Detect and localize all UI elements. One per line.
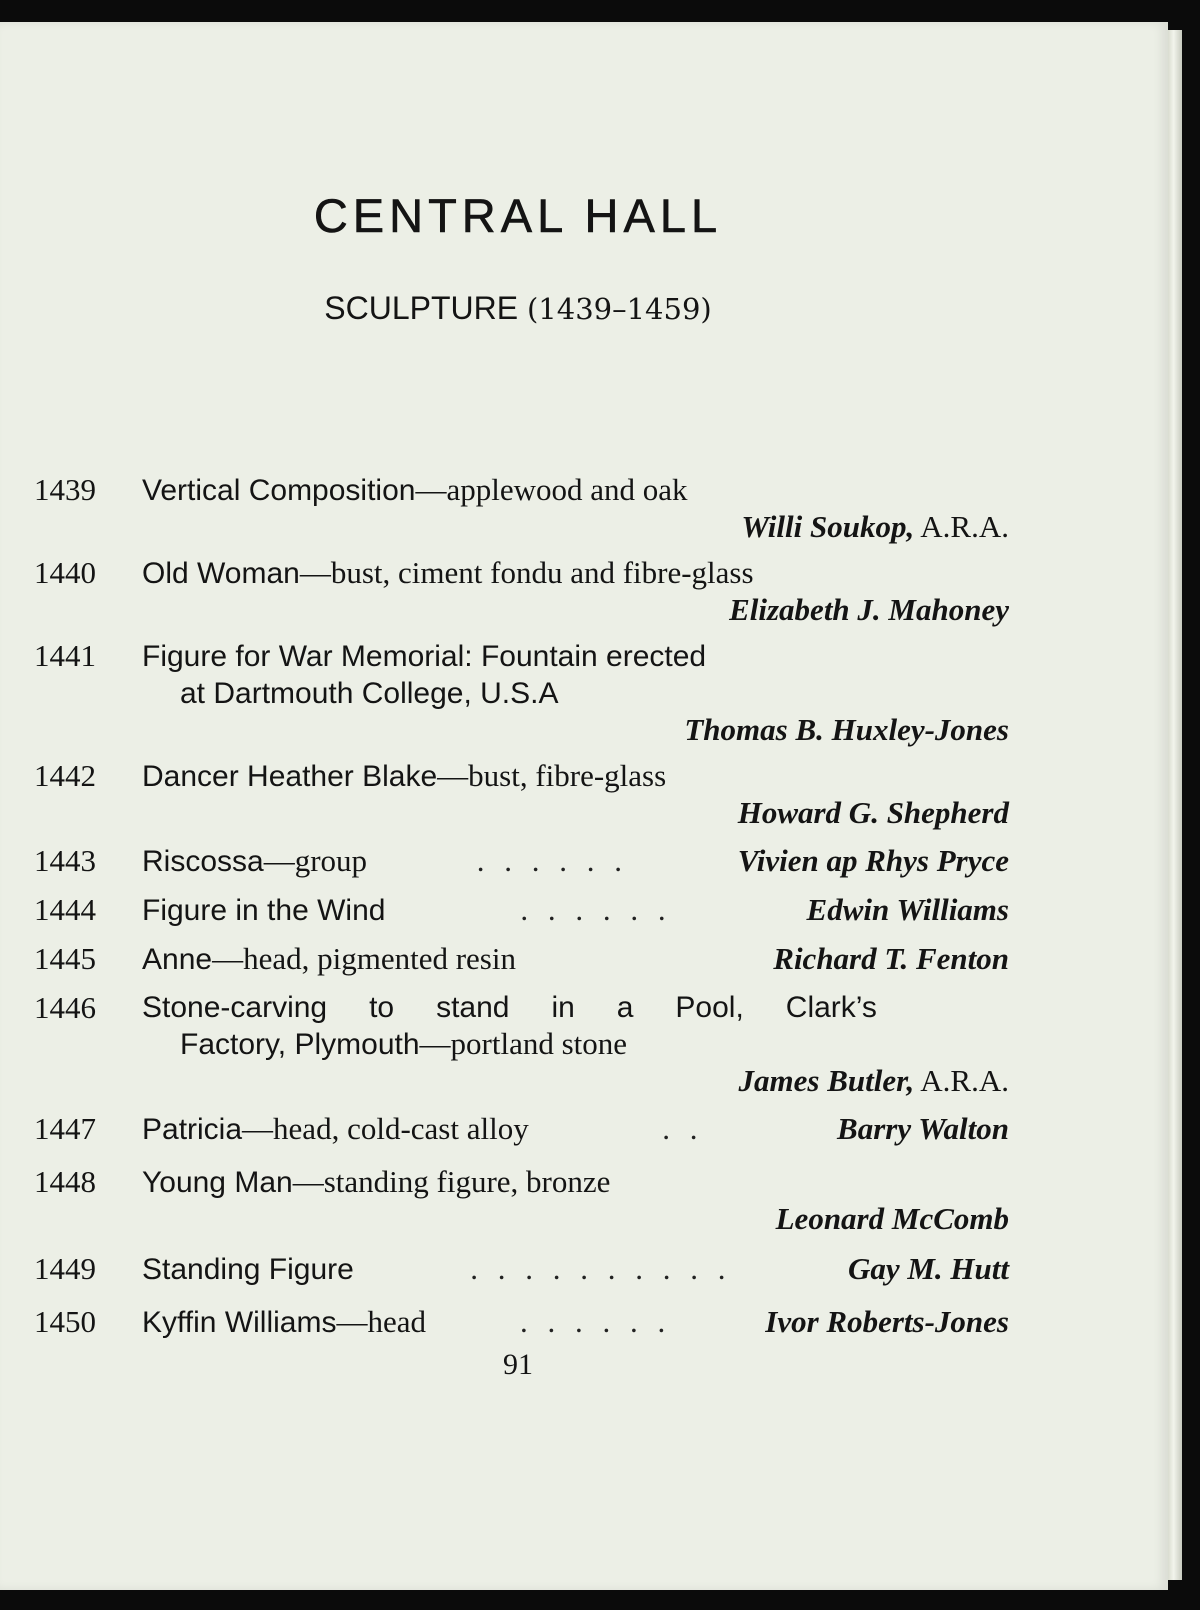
entry-artist: Willi Soukop, [741,509,915,544]
entry-title: Patricia [142,1113,243,1146]
title-word: Clark’s [785,991,877,1024]
catalogue-entry [34,990,1009,1099]
entry-detail: —portland stone [419,1026,628,1061]
entry-number: 1450 [34,1304,96,1339]
catalogue-entry [34,555,1009,628]
entry-artist: Elizabeth J. Mahoney [729,592,1009,627]
title-word: Stone-carving [142,991,328,1024]
entry-title: Anne [142,943,213,976]
leader-dots: . . . . . . [520,892,672,927]
section-range: (1439–1459) [526,292,712,326]
entry-title: Figure for War Memorial: Fountain erected [142,640,707,673]
title-word: stand [436,991,510,1024]
catalogue-entry [34,1304,1009,1341]
title-word: a [616,991,634,1024]
entry-number: 1445 [34,941,96,976]
entry-number: 1446 [34,990,96,1025]
entry-number: 1441 [34,638,96,673]
catalogue-entry [34,892,1009,929]
leader-dots: . . . . . . [476,843,629,878]
section-heading [0,290,1036,327]
entry-artist: Barry Walton [837,1111,1009,1146]
entry-title [142,990,877,1026]
entry-detail: —bust, fibre-glass [437,758,667,793]
entry-detail: —head, pigmented resin [212,941,516,976]
entry-number: 1443 [34,843,96,878]
entry-title-continued: Factory, Plymouth [180,1028,420,1061]
leader-dots: . . . . . . . . . . [470,1251,732,1286]
page-number: 91 [503,1348,533,1381]
entry-title: Figure in the Wind [142,894,386,927]
entry-artist: Richard T. Fenton [773,941,1009,976]
entry-number: 1442 [34,758,96,793]
catalogue-entry [34,1251,1009,1288]
entry-title: Dancer Heather Blake [142,760,438,793]
entry-number: 1440 [34,555,96,590]
entry-title: Old Woman [142,557,300,590]
title-word: to [369,991,395,1024]
leader-dots: . . . . . . [520,1304,672,1339]
catalogue-entry [34,1164,1009,1237]
entry-title: Vertical Composition [142,474,416,507]
entry-detail: —group [263,843,368,878]
entry-detail: —standing figure, bronze [292,1164,611,1199]
entry-number: 1444 [34,892,96,927]
title-word: in [551,991,575,1024]
entry-detail: —applewood and oak [415,472,688,507]
catalogue-entry [34,472,1009,545]
title-word: Pool, [675,991,744,1024]
catalogue-entry [34,941,1009,978]
entry-artist: James Butler, [738,1063,915,1098]
entry-detail: —head [336,1304,427,1339]
entry-artist: Ivor Roberts-Jones [765,1304,1009,1339]
entry-artist: Vivien ap Rhys Pryce [737,843,1009,878]
entry-title: Young Man [142,1166,293,1199]
entry-number: 1449 [34,1251,96,1286]
artist-suffix: A.R.A. [920,509,1009,544]
entry-artist: Howard G. Shepherd [737,795,1009,830]
page-title: CENTRAL HALL [313,189,723,242]
entry-title-continued: at Dartmouth College, U.S.A [180,677,559,710]
entry-artist: Gay M. Hutt [847,1251,1009,1286]
leader-dots: . . [662,1111,704,1146]
entry-detail: —bust, ciment fondu and fibre-glass [299,555,754,590]
entry-title: Standing Figure [142,1253,354,1286]
catalogue-entry [34,843,1009,880]
artist-suffix: A.R.A. [920,1063,1009,1098]
entry-artist: Thomas B. Huxley-Jones [684,712,1009,747]
catalogue-entry [34,638,1009,748]
entry-title: Kyffin Williams [142,1306,337,1339]
catalogue-entry [34,1111,1009,1148]
section-label: SCULPTURE [324,290,519,326]
entry-title: Riscossa [142,845,264,878]
entry-list [34,472,1009,1341]
entry-number: 1439 [34,472,96,507]
entry-artist: Edwin Williams [806,892,1009,927]
entry-detail: —head, cold-cast alloy [242,1111,529,1146]
entry-number: 1448 [34,1164,96,1199]
catalogue-entry [34,758,1009,831]
entry-number: 1447 [34,1111,96,1146]
entry-artist: Leonard McComb [775,1201,1009,1236]
page-edge [1168,30,1182,1580]
